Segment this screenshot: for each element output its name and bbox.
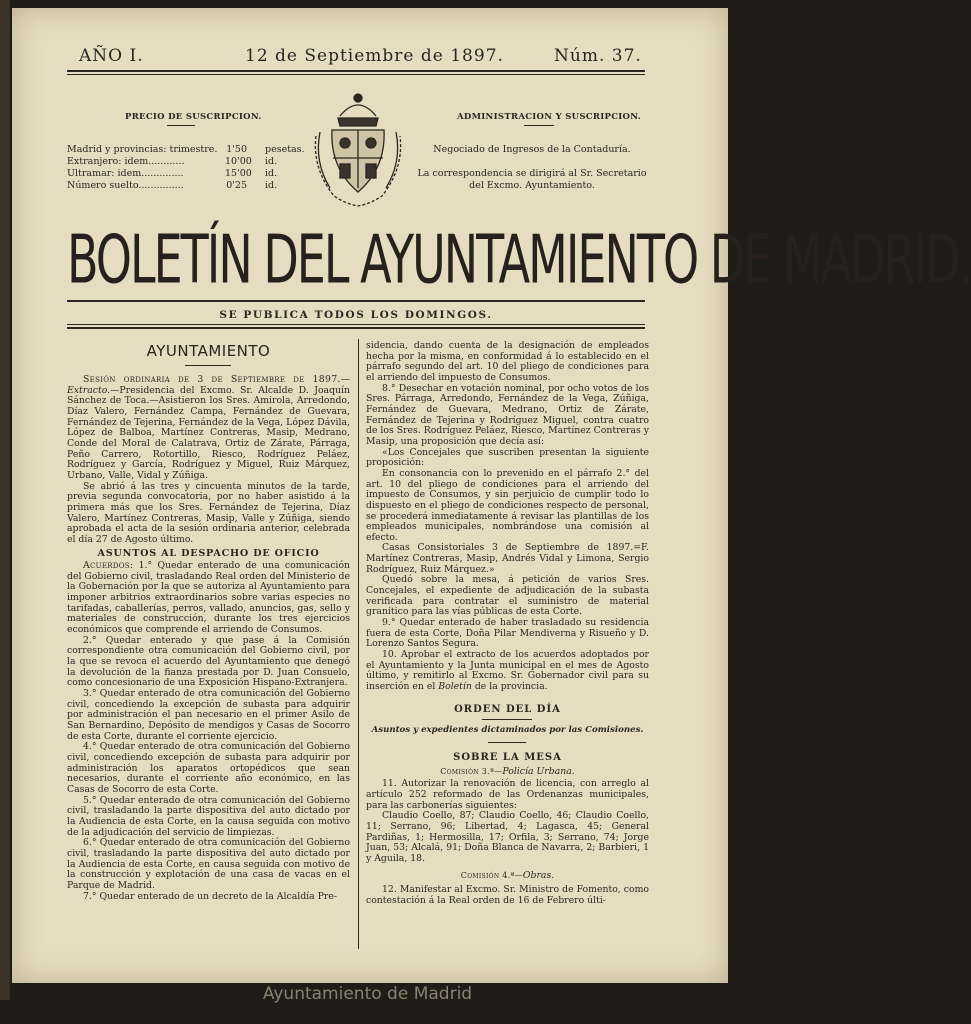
paragraph: Casas Consistoriales 3 de Septiembre de 1897.=F. Martínez Contreras, Masip, Andrés Vidal y Limona, Sergio Rodríguez, Ruiz Márquez.»	[366, 542, 649, 575]
agreement-paragraph: 4.° Quedar enterado de otra comunicación del Gobierno civil, concediendo excepción de subasta para adquirir por administración los aparatos ortopédicos que sean necesarios, durante el corriente año económico, en las Casas de Socorro de esta Corte.	[67, 741, 350, 795]
masthead-rule-thin	[67, 74, 645, 75]
agreement-paragraph: 6.° Quedar enterado de otra comunicación del Gobierno civil, trasladando la parte dispositiva del auto dictado por la Audiencia de esta Corte, en causa seguida con motivo de la construcción y explotación de una casa de vacas en el Parque de Madrid.	[67, 837, 350, 891]
subscription-heading: PRECIO DE SUSCRIPCION.	[125, 112, 262, 122]
book-binding	[0, 0, 10, 1000]
subscription-heading-ornament	[167, 125, 195, 126]
admin-line-2: La correspondencia se dirigirá al Sr. Secretario del Excmo. Ayuntamiento.	[417, 168, 647, 191]
agenda-subheading: Asuntos y expedientes dictaminados por las Comisiones.	[371, 725, 644, 736]
price-row: Extranjero: idem............ 10'00 id.	[67, 156, 278, 167]
publication-tagline: SE PUBLICA TODOS LOS DOMINGOS.	[219, 309, 493, 321]
paragraph: 9.° Quedar enterado de haber trasladado su residencia fuera de esta Corte, Doña Pilar Mendiverna y Risueño y D. Lorenzo Santos Segura.	[366, 617, 649, 650]
session-paragraph: Sesión ordinaria de 3 de Septiembre de 1897.—Extracto.—Presidencia del Excmo. Sr. Alcalde D. Joaquín Sánchez de Toca.—Asistieron los Sres. Amirola, Arredondo, Díaz Valero, Fernández Campa, Fernández de Guevara, Fernández de Tejerina, Fernández de la Vega, López Dávila, López de Balboa, Martínez Contreras, Masip, Medrano, Conde del Moral de Calatrava, Ortiz de Zárate, Párraga, Peño Carrero, Rotortillo, Riesco, Rodríguez Peláez, Rodríguez y García, Rodríguez y Miguel, Ruiz Márquez, Urbano, Valle, Vidal y Zúñiga.	[67, 374, 350, 481]
subsection-heading: ASUNTOS AL DESPACHO DE OFICIO	[97, 547, 320, 559]
commission-4-heading: Comisión 4.ª—Obras.	[460, 869, 555, 881]
tagline-rule-thick	[67, 327, 645, 329]
admin-heading-ornament	[524, 125, 554, 126]
paragraph: En consonancia con lo prevenido en el párrafo 2.° del art. 10 del pliego de condiciones para el arriendo del impuesto de Consumos, y sin perjuicio de cumplir todo lo dispuesto en el pliego de condiciones respecto de personal, se procederá inmediatamente á revisar las plantillas de los empleados municipales, nombrándose una comisión al efecto.	[366, 467, 649, 543]
right-column	[366, 341, 649, 907]
paragraph: 10. Aprobar el extracto de los acuerdos adoptados por el Ayuntamiento y la Junta municipal en el mes de Agosto último, y remitirlo al Excmo. Sr. Gobernador civil para su inserción en el Boletín de la provincia.	[366, 649, 649, 692]
column-divider	[358, 339, 359, 949]
price-row: Número suelto............... 0'25 id.	[67, 180, 278, 191]
paragraph: Quedó sobre la mesa, á petición de varios Sres. Concejales, el expediente de adjudicación de la subasta verificada para contratar el suministro de material granítico para las vías públicas de esta Corte.	[366, 574, 649, 618]
tagline-rule	[67, 324, 645, 325]
issue-date: 12 de Septiembre de 1897.	[245, 46, 504, 66]
year-label: AÑO I.	[79, 46, 144, 66]
admin-info	[412, 144, 652, 192]
agreement-paragraph: 5.° Quedar enterado de otra comunicación del Gobierno civil, trasladando la parte dispositiva del auto dictado por la Audiencia de esta Corte, en la causa seguida con motivo de la adjudicación del servicio de limpiezas.	[67, 794, 350, 838]
newspaper-title: BOLETÍN DEL AYUNTAMIENTO DE MADRID.	[67, 220, 971, 299]
admin-heading: ADMINISTRACION Y SUSCRIPCION.	[457, 112, 642, 122]
agreement-paragraph: Acuerdos: 1.° Quedar enterado de una comunicación del Gobierno civil, trasladando Real orden del Ministerio de la Gobernación por la que se autoriza al Ayuntamiento para imponer arbitrios extraordinarios sobre varias especies no tarifadas, caballerías, perros, vallado, anuncios, gas, sello y materiales de construcción, durante los tres ejercicios económicos que comprende el arriendo de Consumos.	[67, 560, 350, 636]
left-column	[67, 341, 350, 902]
paragraph: 11. Autorizar la renovación de licencia, con arreglo al artículo 252 reformado de las Ordenanzas municipales, para las carbonerías siguientes:	[366, 778, 649, 811]
paragraph: 8.° Desechar en votación nominal, por ocho votos de los Sres. Párraga, Arredondo, Fernández de la Vega, Zúñiga, Fernández de Guevara, Medrano, Ortiz de Zárate, Fernández de Tejerina y Rodríguez Miguel, contra cuatro de los Sres. Rodríguez Peláez, Riesco, Martínez Contreras y Masip, una proposición que decía así:	[366, 382, 649, 447]
paragraph: 12. Manifestar al Excmo. Sr. Ministro de Fomento, como contestación á la Real orden de 16 de Febrero últi-	[366, 884, 649, 906]
watermark: Ayuntamiento de Madrid	[262, 984, 473, 1004]
admin-line-1: Negociado de Ingresos de la Contaduría.	[433, 144, 631, 155]
commission-3-heading: Comisión 3.ª—Policía Urbana.	[440, 765, 575, 777]
paragraph: «Los Concejales que suscriben presentan la siguiente proposición:	[366, 446, 649, 469]
masthead	[67, 46, 645, 68]
title-rule	[67, 300, 645, 302]
subscription-prices	[67, 144, 312, 192]
agenda-divider	[482, 719, 532, 720]
table-heading: SOBRE LA MESA	[453, 751, 562, 763]
madrid-coat-of-arms-icon	[310, 88, 406, 214]
masthead-rule	[67, 70, 645, 72]
price-row: Madrid y provincias: trimestre. 1'50 pesetas.	[67, 144, 305, 155]
agreement-paragraph: 2.° Quedar enterado y que pase á la Comisión correspondiente otra comunicación del Gobierno civil, por la que se revoca el acuerdo del Ayuntamiento que denegó la devolución de la fianza prestada por D. Juan Consuelo, como concesionario de una Exposición Hispano-Extranjera.	[67, 634, 350, 689]
paragraph: sidencia, dando cuenta de la designación de empleados hecha por la misma, en conformidad á lo establecido en el párrafo segundo del art. 10 del pliego de condiciones para el arriendo del impuesto de Consumos.	[366, 340, 649, 383]
paragraph: Se abrió á las tres y cincuenta minutos de la tarde, previa segunda convocatoria, por no haber asistido á la primera más que los Sres. Fernández de Tejerina, Díaz Valero, Martínez Contreras, Masip, Valle y Zúñiga, siendo aprobada el acta de la sesión ordinaria anterior, celebrada el día 27 de Agosto último.	[67, 480, 350, 545]
paragraph: Claudio Coello, 87; Claudio Coello, 46; Claudio Coello, 11; Serrano, 96; Libertad, 4; Lagasca, 45; General Pardiñas, 1; Hermosilla, 17; Orfila, 3; Serrano, 74; Jorge Juan, 53; Alcalá, 91; Doña Blanca de Navarra, 2; Barbieri, 1 y Aguila, 18.	[366, 810, 649, 864]
agreement-paragraph: 7.° Quedar enterado de un decreto de la Alcaldía Pre-	[83, 890, 337, 902]
issue-number: Núm. 37.	[554, 46, 642, 66]
newspaper-page	[12, 8, 971, 983]
price-row: Ultramar: idem.............. 15'00 id.	[67, 168, 278, 179]
section-heading: AYUNTAMIENTO	[146, 342, 271, 360]
agenda-heading: ORDEN DEL DÍA	[454, 703, 561, 715]
agenda-subdivider	[488, 742, 526, 743]
section-divider	[185, 365, 231, 366]
agreement-paragraph: 3.° Quedar enterado de otra comunicación del Gobierno civil, concediendo la excepción de subasta para adquirir por administración el pan necesario en el primer Asilo de San Bernardino, Depósito de mendigos y Casas de Socorro de esta Corte, durante el corriente ejercicio.	[67, 688, 350, 742]
